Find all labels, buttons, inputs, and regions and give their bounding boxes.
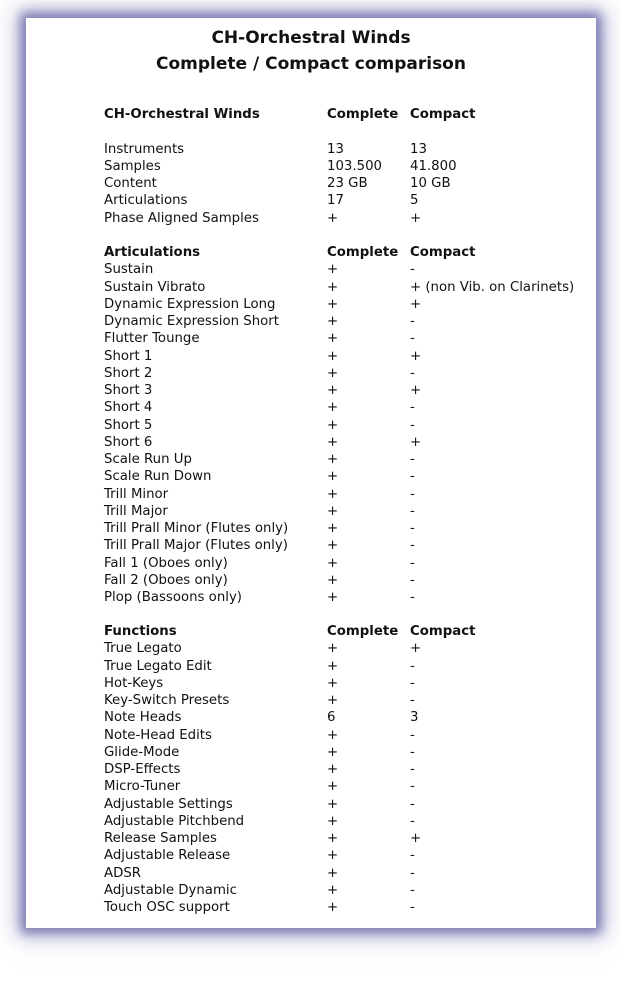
complete-value: 103.500 <box>327 158 382 174</box>
table-row <box>26 313 596 330</box>
compact-value: - <box>410 572 415 588</box>
complete-value: + <box>327 434 339 450</box>
complete-value: + <box>327 331 339 347</box>
compact-value: + <box>410 831 422 846</box>
table-row <box>26 503 596 520</box>
complete-value: + <box>327 503 339 519</box>
feature-name: Trill Minor <box>104 486 169 502</box>
table-row <box>26 348 596 365</box>
compact-value: + <box>410 210 422 226</box>
feature-name: Short 1 <box>104 348 153 364</box>
complete-value: + <box>327 727 339 743</box>
table-row <box>26 210 596 227</box>
table-row <box>26 451 596 468</box>
complete-value: + <box>327 813 339 829</box>
table-row <box>26 382 596 399</box>
complete-value: + <box>327 555 339 571</box>
table-row <box>26 296 596 313</box>
complete-value: + <box>327 262 339 278</box>
complete-value: + <box>327 314 339 329</box>
table-row <box>26 899 596 916</box>
table-row <box>26 692 596 709</box>
feature-name: Plop (Bassoons only) <box>104 590 242 605</box>
header-feature: Articulations <box>104 245 201 260</box>
compact-value: - <box>410 469 415 485</box>
compact-value: - <box>410 675 415 691</box>
feature-name: Sustain <box>104 262 154 278</box>
complete-value: + <box>327 744 339 760</box>
complete-value: + <box>327 296 339 312</box>
feature-name: Trill Prall Major (Flutes only) <box>104 538 288 554</box>
complete-value: + <box>327 865 339 881</box>
table-row <box>26 709 596 726</box>
complete-value: + <box>327 348 339 364</box>
feature-name: Short 6 <box>104 434 153 450</box>
feature-name: Fall 2 (Oboes only) <box>104 572 228 588</box>
compact-value: - <box>410 848 415 864</box>
header-complete: Complete <box>327 107 399 122</box>
feature-name: Glide-Mode <box>104 744 180 760</box>
compact-value: - <box>410 779 415 795</box>
compact-value: - <box>410 417 415 433</box>
table-row <box>26 141 596 158</box>
feature-name: Trill Prall Minor (Flutes only) <box>104 521 289 536</box>
complete-value: + <box>327 796 339 812</box>
complete-value: + <box>327 538 339 554</box>
compact-value: + <box>410 641 422 657</box>
table-row <box>26 847 596 864</box>
compact-value: - <box>410 865 415 881</box>
complete-value: + <box>327 210 339 226</box>
complete-value: + <box>327 452 339 467</box>
feature-name: Short 3 <box>104 383 153 398</box>
complete-value: 13 <box>327 141 344 157</box>
table-row <box>26 727 596 744</box>
compact-value: 13 <box>410 141 427 157</box>
complete-value: + <box>327 469 339 485</box>
table-row <box>26 830 596 847</box>
table-row <box>26 158 596 175</box>
feature-name: True Legato <box>104 641 182 657</box>
feature-name: Fall 1 (Oboes only) <box>104 555 228 571</box>
compact-value: - <box>410 658 415 674</box>
compact-value: + <box>410 296 422 312</box>
table-row <box>26 882 596 899</box>
feature-name: Articulations <box>104 193 188 209</box>
complete-value: 17 <box>327 193 344 209</box>
feature-name: Adjustable Settings <box>104 796 233 812</box>
complete-value: + <box>327 417 339 433</box>
table-row <box>26 399 596 416</box>
compact-value: - <box>410 400 415 416</box>
table-row <box>26 365 596 382</box>
compact-value: - <box>410 744 415 760</box>
complete-value: + <box>327 590 339 605</box>
complete-value: + <box>327 400 339 416</box>
compact-value: - <box>410 796 415 812</box>
compact-value: - <box>410 503 415 519</box>
compact-value: - <box>410 331 415 347</box>
compact-value: - <box>410 538 415 554</box>
feature-name: Content <box>104 176 157 191</box>
table-row <box>26 640 596 657</box>
table-row <box>26 279 596 296</box>
comparison-sheet <box>26 18 596 928</box>
header-compact: Compact <box>410 624 476 639</box>
feature-name: Trill Major <box>104 503 168 519</box>
compact-value: - <box>410 590 415 605</box>
complete-value: + <box>327 675 339 691</box>
table-row <box>26 261 596 278</box>
table-row <box>26 796 596 813</box>
compact-value: - <box>410 882 415 898</box>
table-row <box>26 675 596 692</box>
feature-name: Short 5 <box>104 417 153 433</box>
table-row <box>26 744 596 761</box>
compact-value: - <box>410 452 415 467</box>
complete-value: + <box>327 383 339 398</box>
feature-name: Dynamic Expression Long <box>104 296 276 312</box>
compact-value: - <box>410 486 415 502</box>
table-row <box>26 778 596 795</box>
table-row <box>26 658 596 675</box>
feature-name: Samples <box>104 158 161 174</box>
compact-value: - <box>410 900 415 915</box>
compact-value: - <box>410 365 415 381</box>
feature-name: ADSR <box>104 865 142 881</box>
table-row <box>26 486 596 503</box>
table-row <box>26 434 596 451</box>
table-row <box>26 417 596 434</box>
feature-name: Adjustable Release <box>104 848 231 864</box>
table-row <box>26 520 596 537</box>
feature-name: Note-Head Edits <box>104 727 212 743</box>
feature-name: True Legato Edit <box>104 658 212 674</box>
section-header <box>26 244 596 261</box>
compact-value: - <box>410 521 415 536</box>
compact-value: - <box>410 262 415 278</box>
section-header <box>26 106 596 123</box>
table-row <box>26 330 596 347</box>
feature-name: Adjustable Pitchbend <box>104 813 245 829</box>
compact-value: 5 <box>410 193 419 209</box>
complete-value: + <box>327 365 339 381</box>
compact-value: - <box>410 693 415 708</box>
complete-value: + <box>327 848 339 864</box>
table-row <box>26 572 596 589</box>
feature-name: Key-Switch Presets <box>104 693 230 708</box>
feature-name: Flutter Tounge <box>104 331 200 347</box>
table-row <box>26 468 596 485</box>
compact-value: - <box>410 762 415 777</box>
table-row <box>26 761 596 778</box>
header-feature: Functions <box>104 624 177 639</box>
complete-value: + <box>327 486 339 502</box>
complete-value: + <box>327 900 339 915</box>
feature-name: Phase Aligned Samples <box>104 210 259 226</box>
table-row <box>26 589 596 606</box>
complete-value: + <box>327 521 339 536</box>
compact-value: - <box>410 727 415 743</box>
feature-name: Short 2 <box>104 365 153 381</box>
feature-name: Sustain Vibrato <box>104 279 206 295</box>
page-subtitle: Complete / Compact comparison <box>156 54 466 74</box>
feature-name: Release Samples <box>104 831 217 846</box>
complete-value: + <box>327 641 339 657</box>
feature-name: Adjustable Dynamic <box>104 882 237 898</box>
complete-value: 6 <box>327 710 336 726</box>
feature-name: Note Heads <box>104 710 182 726</box>
complete-value: + <box>327 693 339 708</box>
complete-value: + <box>327 279 339 295</box>
feature-name: Scale Run Up <box>104 452 192 467</box>
compact-value: - <box>410 555 415 571</box>
header-complete: Complete <box>327 624 399 639</box>
complete-value: + <box>327 831 339 846</box>
compact-value: - <box>410 314 415 329</box>
feature-name: Short 4 <box>104 400 153 416</box>
feature-name: Instruments <box>104 141 185 157</box>
feature-name: Touch OSC support <box>104 900 230 915</box>
complete-value: + <box>327 779 339 795</box>
complete-value: 23 GB <box>327 176 368 191</box>
compact-value: + <box>410 348 422 364</box>
compact-value: 41.800 <box>410 158 457 174</box>
compact-value: + <box>410 383 422 398</box>
feature-name: Hot-Keys <box>104 675 164 691</box>
feature-name: Dynamic Expression Short <box>104 314 279 329</box>
table-row <box>26 555 596 572</box>
section-header <box>26 623 596 640</box>
header-compact: Compact <box>410 107 476 122</box>
feature-name: Micro-Tuner <box>104 779 181 795</box>
header-compact: Compact <box>410 245 476 260</box>
complete-value: + <box>327 882 339 898</box>
feature-name: Scale Run Down <box>104 469 212 485</box>
header-feature: CH-Orchestral Winds <box>104 107 260 122</box>
compact-value: + (non Vib. on Clarinets) <box>410 279 575 295</box>
compact-value: 3 <box>410 710 419 726</box>
complete-value: + <box>327 658 339 674</box>
table-row <box>26 175 596 192</box>
page-title: CH-Orchestral Winds <box>211 28 411 48</box>
feature-name: DSP-Effects <box>104 762 181 777</box>
compact-value: - <box>410 813 415 829</box>
compact-value: 10 GB <box>410 176 451 191</box>
complete-value: + <box>327 762 339 777</box>
table-row <box>26 865 596 882</box>
compact-value: + <box>410 434 422 450</box>
table-row <box>26 192 596 209</box>
table-row <box>26 813 596 830</box>
table-row <box>26 537 596 554</box>
header-complete: Complete <box>327 245 399 260</box>
complete-value: + <box>327 572 339 588</box>
